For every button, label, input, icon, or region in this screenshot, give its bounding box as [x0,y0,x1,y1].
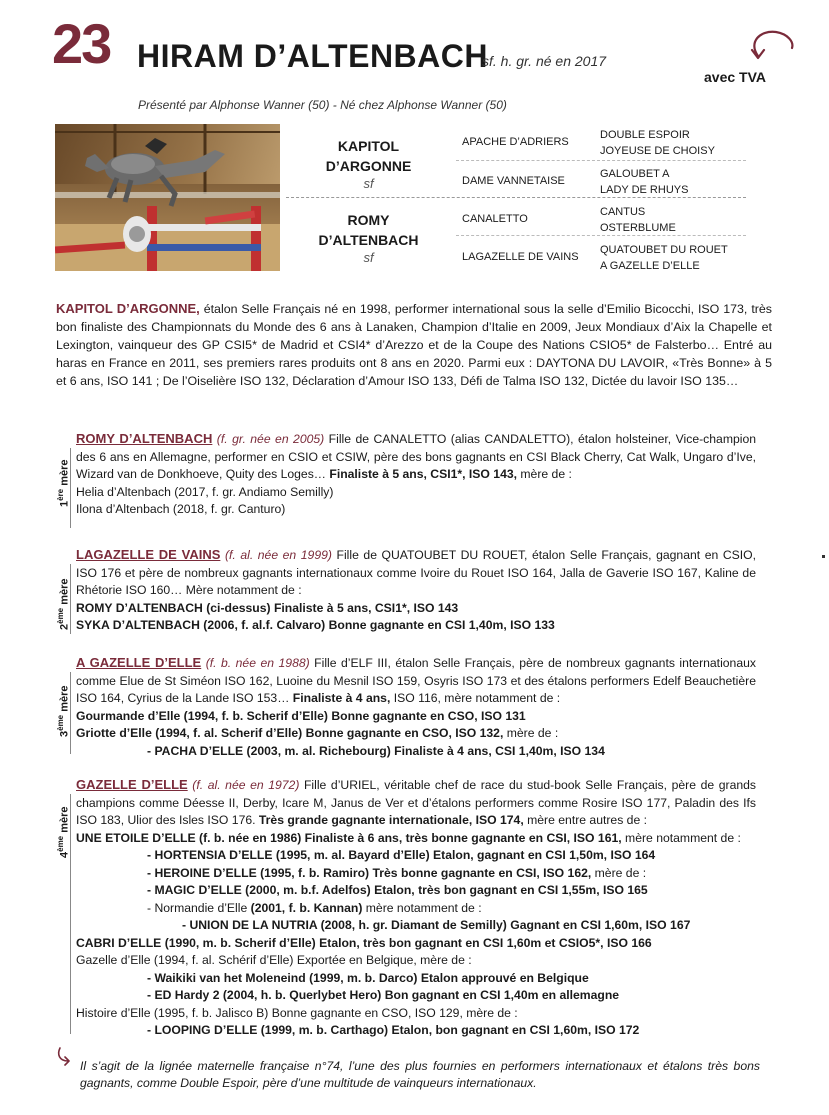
dam-name-line1: ROMY [347,212,390,228]
sire-name-line1: KAPITOL [337,138,400,154]
dam4-bold: Très grande gagnante internationale, ISO 174, [255,813,524,827]
offspring-line: - Normandie d’Elle (2001, f. b. Kannan) mère notamment de : [147,900,482,915]
dam4-text: Fille d’URIEL, véritable chef de race du stud-book Selle Français, père de grands champions comme Déesse II, Derby, Icare M, Janus de Ver et d’étalons performers comme Rosire ISO 177, Paladin des Ifs ISO 183, Ulior des Isles ISO 176. [76,778,757,827]
grandparent: DAME VANNETAISE [462,175,565,187]
horse-details: sf. h. gr. né en 2017 [482,53,607,69]
dam1-bold: Finaliste à 5 ans, CSI1*, ISO 143, [325,467,518,481]
sire-paragraph [56,300,772,390]
horse-name: HIRAM D’ALTENBACH [137,38,488,74]
dam1-text-after: mère de : [517,467,572,481]
dam2-section [76,546,756,635]
pedigree-dam [286,210,451,266]
offspring-line: CABRI D’ELLE (1990, m. b. Scherif d’Elle) Etalon, très bon gagnant en CSI 1,60m et CSIO5*, ISO 166 [76,935,652,950]
great-grandparent: QUATOUBET DU ROUET [600,244,728,256]
sire-name-line2: D’ARGONNE [325,158,412,174]
pedigree-divider [456,160,746,161]
great-grandparent: LADY DE RHUYS [600,184,689,196]
dam3-text: Fille d’ELF III, étalon Selle Français, père de nombreux gagnants internationaux comme Elue de St Siméon ISO 162, Luoine du Mesnil ISO 159, Osyris ISO 173 et des étalons performers Edelf Beauchetière ISO 164, Cyrius de la Lande ISO 153… [76,656,756,705]
dam-name-line2: D’ALTENBACH [318,232,419,248]
dam1-text: Fille de CANALETTO (alias CANDALETTO), étalon holsteiner, Vice-champion des 6 ans en Allemagne, performer en CSIO et CSIW, père des bons gagnants en CSI Black Cherry, Cat Walk, Ungaro d’Ive, Wizard van de Donkhoeve, Quity des Loges… [76,432,757,481]
great-grandparent-pair [600,127,715,159]
tva-label: avec TVA [704,69,766,85]
dam3-desc: (f. b. née en 1988) [201,656,310,670]
curved-arrow-icon [56,1046,74,1066]
dam4-name: GAZELLE D’ELLE [76,777,188,792]
offspring-line: - PACHA D’ELLE (2003, m. al. Richebourg) Finaliste à 4 ans, CSI 1,40m, ISO 134 [147,743,605,758]
dam3-bold: Finaliste à 4 ans, [289,691,391,705]
horse-photo [55,124,280,271]
offspring-line: Ilona d’Altenbach (2018, f. gr. Canturo) [76,502,286,516]
dam4-text-after: mère entre autres de : [523,813,648,827]
sire-paragraph-text: étalon Selle Français né en 1998, performer international sous la selle d’Emilio Bicocchi, ISO 173, très bon finaliste des Championnats du Monde des 6 ans à Lanaken, Champion d’Italie en 2009, Jeux Mondiaux d’Aix la Chapelle et Lexington, vainqueur des GP CSI5* de Madrid et CSI4* d’Arezzo et de la Coupe des Nations CSIO5* de Falsterbo… Entré au haras en France en 2011, ses premiers rares produits ont 8 ans en 2020. Parmi eux : DAYTONA DU LAVOIR, «Très Bonne» à 5 et 6 ans, ISO 141 ; De l’Oiselière ISO 132, Déclaration d’Amour ISO 133, Défi de Talma ISO 132, Dictée du lavoir ISO 135… [56,302,772,388]
dam4-section [76,776,756,1040]
offspring-line: Griotte d’Elle (1994, f. al. Scherif d’Elle) Bonne gagnante en CSO, ISO 132, mère de : [76,726,559,740]
dam3-text-after: ISO 116, mère notamment de : [390,691,561,705]
offspring-line: Histoire d’Elle (1995, f. b. Jalisco B) Bonne gagnante en CSO, ISO 129, mère de : [76,1005,518,1020]
offspring-line: SYKA D’ALTENBACH (2006, f. al.f. Calvaro) Bonne gagnante en CSI 1,40m, ISO 133 [76,618,555,632]
lot-number: 23 [52,12,111,75]
pedigree-table [286,124,786,272]
great-grandparent: DOUBLE ESPOIR [600,129,690,141]
sire-breed: sf [363,176,374,191]
great-grandparent-pair [600,204,676,236]
dam3-name: A GAZELLE D’ELLE [76,655,202,670]
offspring-line: - LOOPING D’ELLE (1999, m. b. Carthago) Etalon, bon gagnant en CSI 1,60m, ISO 172 [147,1023,640,1037]
dam1-section [76,430,756,519]
dam2-desc: (f. al. née en 1999) [220,548,332,562]
pedigree-sire [286,136,451,192]
offspring-line: Gazelle d’Elle (1994, f. al. Schérif d’Elle) Exportée en Belgique, mère de : [76,953,472,967]
great-grandparent: GALOUBET A [600,168,670,180]
offspring-line: - MAGIC D’ELLE (2000, m. b.f. Adelfos) Etalon, très bon gagnant en CSI 1,55m, ISO 165 [147,883,648,897]
margin-dot [822,555,825,558]
generation-label: 4ème mère [56,806,71,858]
sire-paragraph-lead: KAPITOL D’ARGONNE, [56,301,200,316]
great-grandparent-pair [600,242,728,274]
dam1-desc: (f. gr. née en 2005) [212,432,325,446]
generation-label: 2ème mère [56,578,71,630]
offspring-line: - HEROINE D’ELLE (1995, f. b. Ramiro) Très bonne gagnante en CSI, ISO 162, mère de : [147,865,647,880]
great-grandparent: JOYEUSE DE CHOISY [600,145,715,157]
great-grandparent-pair [600,166,688,198]
grandparent: LAGAZELLE DE VAINS [462,251,579,263]
dam2-text: Fille de QUATOUBET DU ROUET, étalon Selle Français, gagnant en CSIO, ISO 176 et père de nombreux gagnants internationaux comme Ivoire du Rouet ISO 164, Jalla de Gaverie ISO 167, Kaline de Rhétorie ISO 160… Mère notamment de : [76,548,756,597]
offspring-line: - UNION DE LA NUTRIA (2008, h. gr. Diamant de Semilly) Gagnant en CSI 1,60m, ISO 167 [182,918,691,932]
dam-breed: sf [363,250,374,265]
offspring-line: - ED Hardy 2 (2004, h. b. Querlybet Hero) Bon gagnant en CSI 1,40m en allemagne [147,988,620,1002]
offspring-line: Gourmande d’Elle (1994, f. b. Scherif d’Elle) Bonne gagnante en CSO, ISO 131 [76,708,526,723]
presented-by: Présenté par Alphonse Wanner (50) - Né chez Alphonse Wanner (50) [138,98,507,112]
curved-arrow-icon [742,28,798,64]
dam4-desc: (f. al. née en 1972) [187,778,300,792]
dam1-name: ROMY D’ALTENBACH [76,431,213,446]
great-grandparent: CANTUS [600,206,646,218]
generation-label: 1ère mère [56,459,71,507]
dam3-section [76,654,756,760]
offspring-line: - Waikiki van het Moleneind (1999, m. b. Darco) Etalon approuvé en Belgique [147,970,589,985]
dam2-name: LAGAZELLE DE VAINS [76,547,221,562]
grandparent: APACHE D’ADRIERS [462,136,569,148]
offspring-line: - HORTENSIA D’ELLE (1995, m. al. Bayard d’Elle) Etalon, gagnant en CSI 1,50m, ISO 164 [147,848,656,862]
grandparent: CANALETTO [462,213,528,225]
great-grandparent: OSTERBLUME [600,222,676,234]
generation-label: 3ème mère [56,685,71,737]
footer-note: Il s’agit de la lignée maternelle française n°74, l’une des plus fournies en performers internationaux et étalons très bons gagnants, comme Double Espoir, père d’une multitude de vainqueurs internationaux. [80,1059,760,1090]
offspring-line: UNE ETOILE D’ELLE (f. b. née en 1986) Finaliste à 6 ans, très bonne gagnante en CSI, ISO 161, mère notamment de : [76,830,741,845]
offspring-line: ROMY D’ALTENBACH (ci-dessus) Finaliste à 5 ans, CSI1*, ISO 143 [76,600,459,615]
great-grandparent: A GAZELLE D’ELLE [600,260,700,272]
offspring-line: Helia d’Altenbach (2017, f. gr. Andiamo Semilly) [76,484,334,499]
